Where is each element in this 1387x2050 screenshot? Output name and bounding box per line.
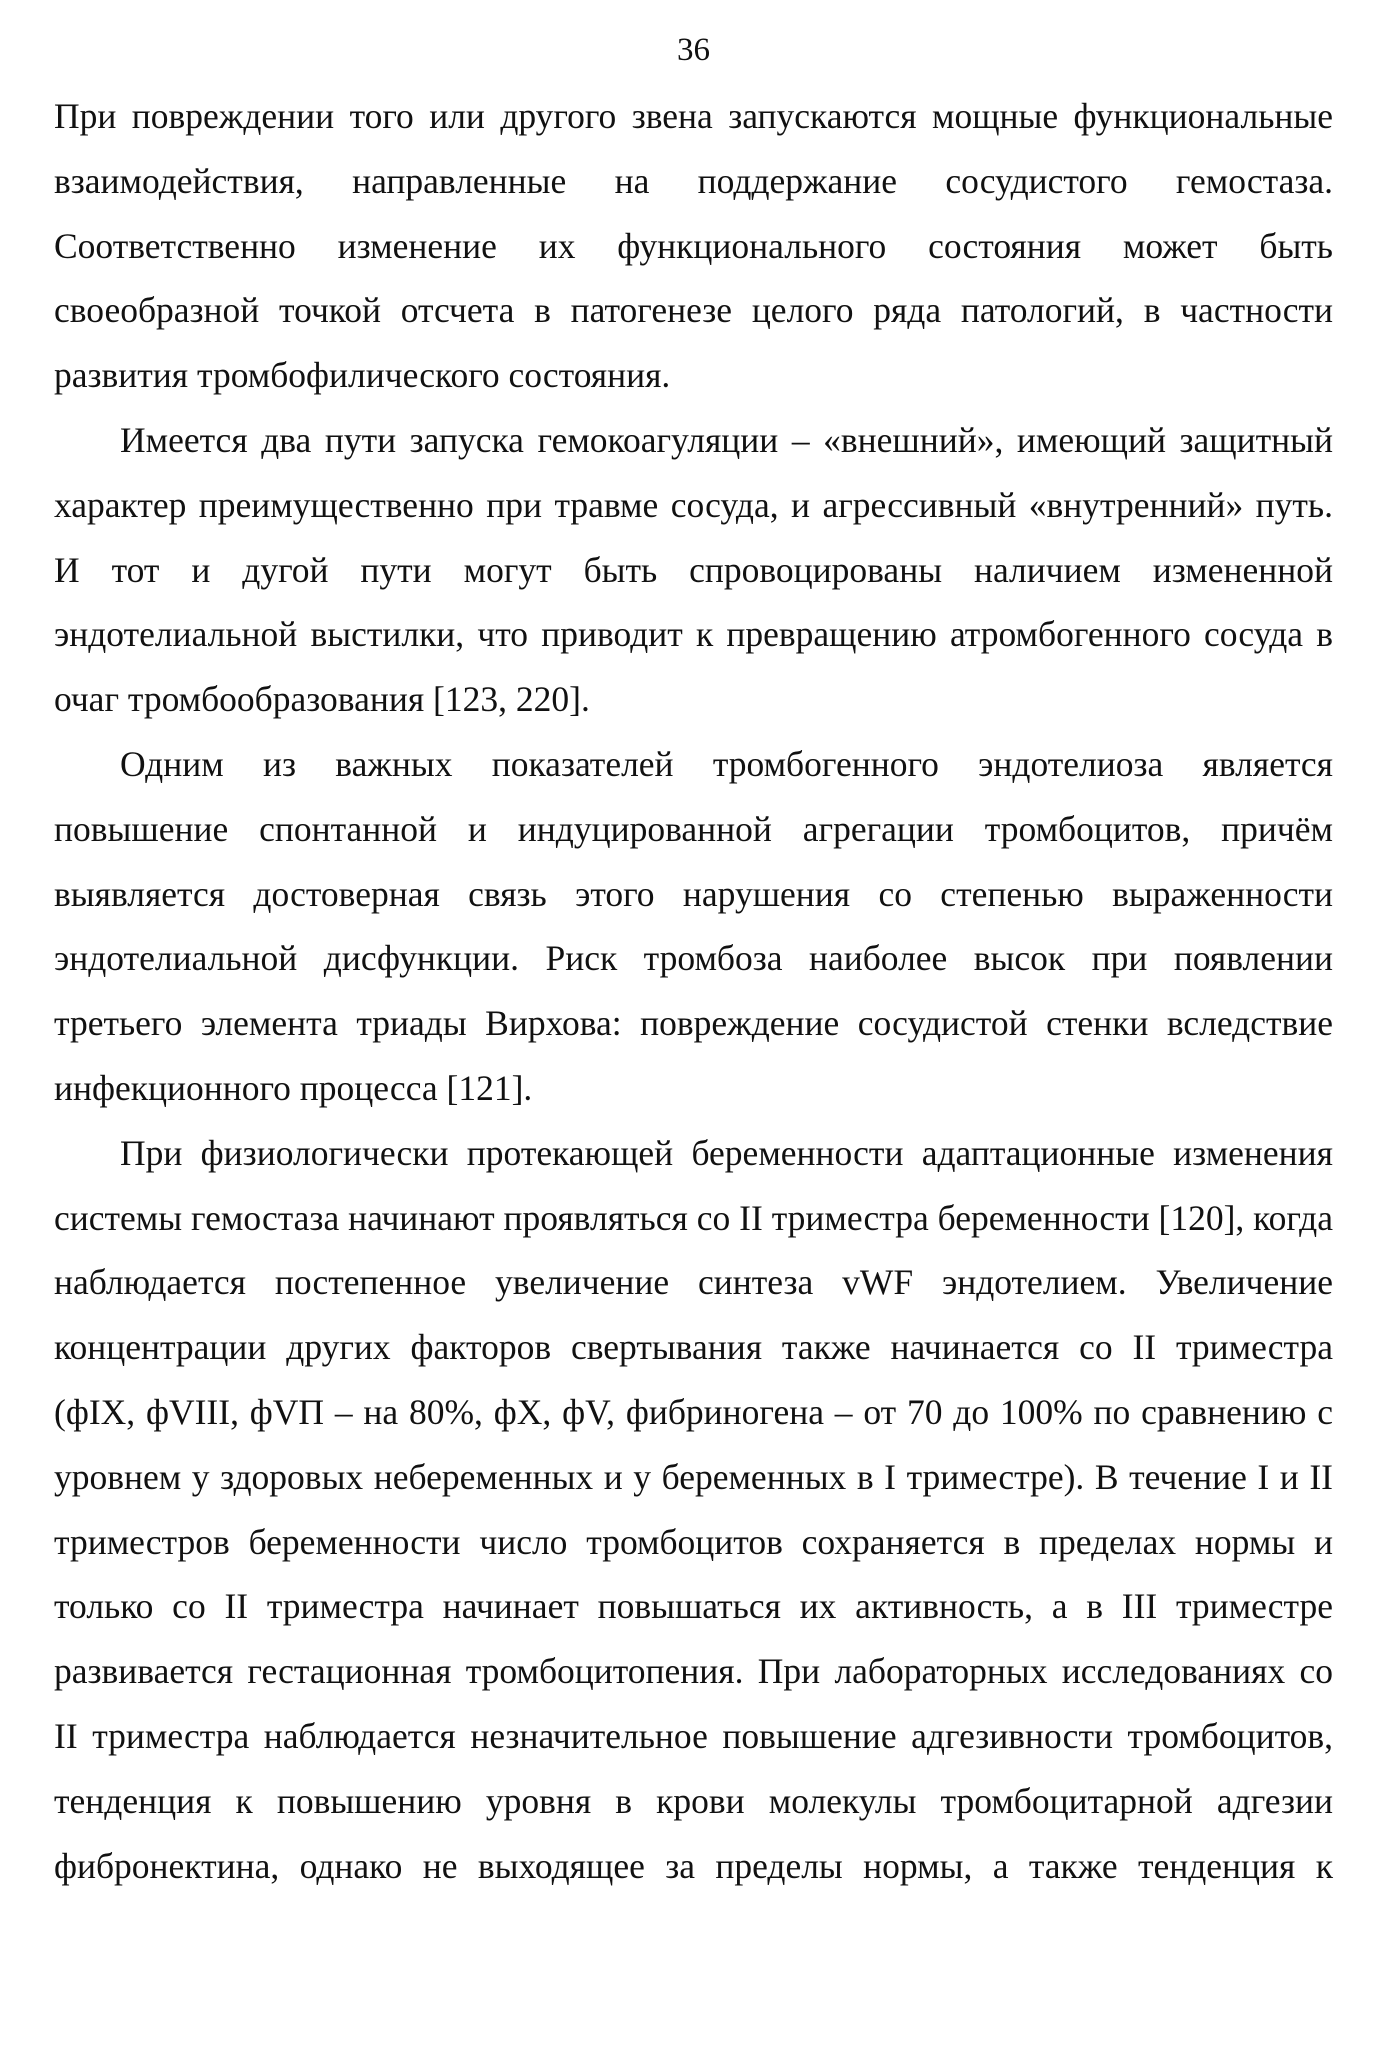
paragraph-3: Одним из важных показателей тромбогенного эндотелиоза является повышение спонтанной и индуцированной агрегации тромбоцитов, причём выявляется достоверная связь этого нарушения со степенью выраженности эндотелиальной дисфункции. Риск тромбоза наиболее высок при появлении третьего элемента триады Вирхова: повреждение сосудистой стенки вследствие инфекционного процесса [121]. <box>54 743 1333 1108</box>
paragraph-4: При физиологически протекающей беременности адаптационные изменения системы гемостаза начинают проявляться со II триместра беременности [120], когда наблюдается постепенное увеличение синтеза vWF эндотелием. Увеличение концентрации других факторов свертывания также начинается со II триместра (фIX, фVIII, фVП – на 80%, фX, фV, фибриногена – от 70 до 100% по сравнению с уровнем у здоровых небеременных и у беременных в I триместре). В течение I и II триместров беременности число тромбоцитов сохраняется в пределах нормы и только со II триместра начинает повышаться их активность, а в III триместре развивается гестационная тромбоцитопения. При лабораторных исследованиях со II триместра наблюдается незначительное повышение адгезивности тромбоцитов, тенденция к повышению уровня в крови молекулы тромбоцитарной адгезии фибронектина, однако не выходящее за пределы нормы, а также тенденция к <box>54 1132 1333 1886</box>
page-number: 36 <box>677 32 710 68</box>
body-text <box>54 84 1333 1898</box>
paragraph-2: Имеется два пути запуска гемокоагуляции – «внешний», имеющий защитный характер преимущественно при травме сосуда, и агрессивный «внутренний» путь. И тот и дугой пути могут быть спровоцированы наличием измененной эндотелиальной выстилки, что приводит к превращению атромбогенного сосуда в очаг тромбообразования [123, 220]. <box>54 419 1333 720</box>
paragraph-1: При повреждении того или другого звена запускаются мощные функциональные взаимодействия, направленные на поддержание сосудистого гемостаза. Соответственно изменение их функционального состояния может быть своеобразной точкой отсчета в патогенезе целого ряда патологий, в частности развития тромбофилического состояния. <box>54 96 1333 396</box>
